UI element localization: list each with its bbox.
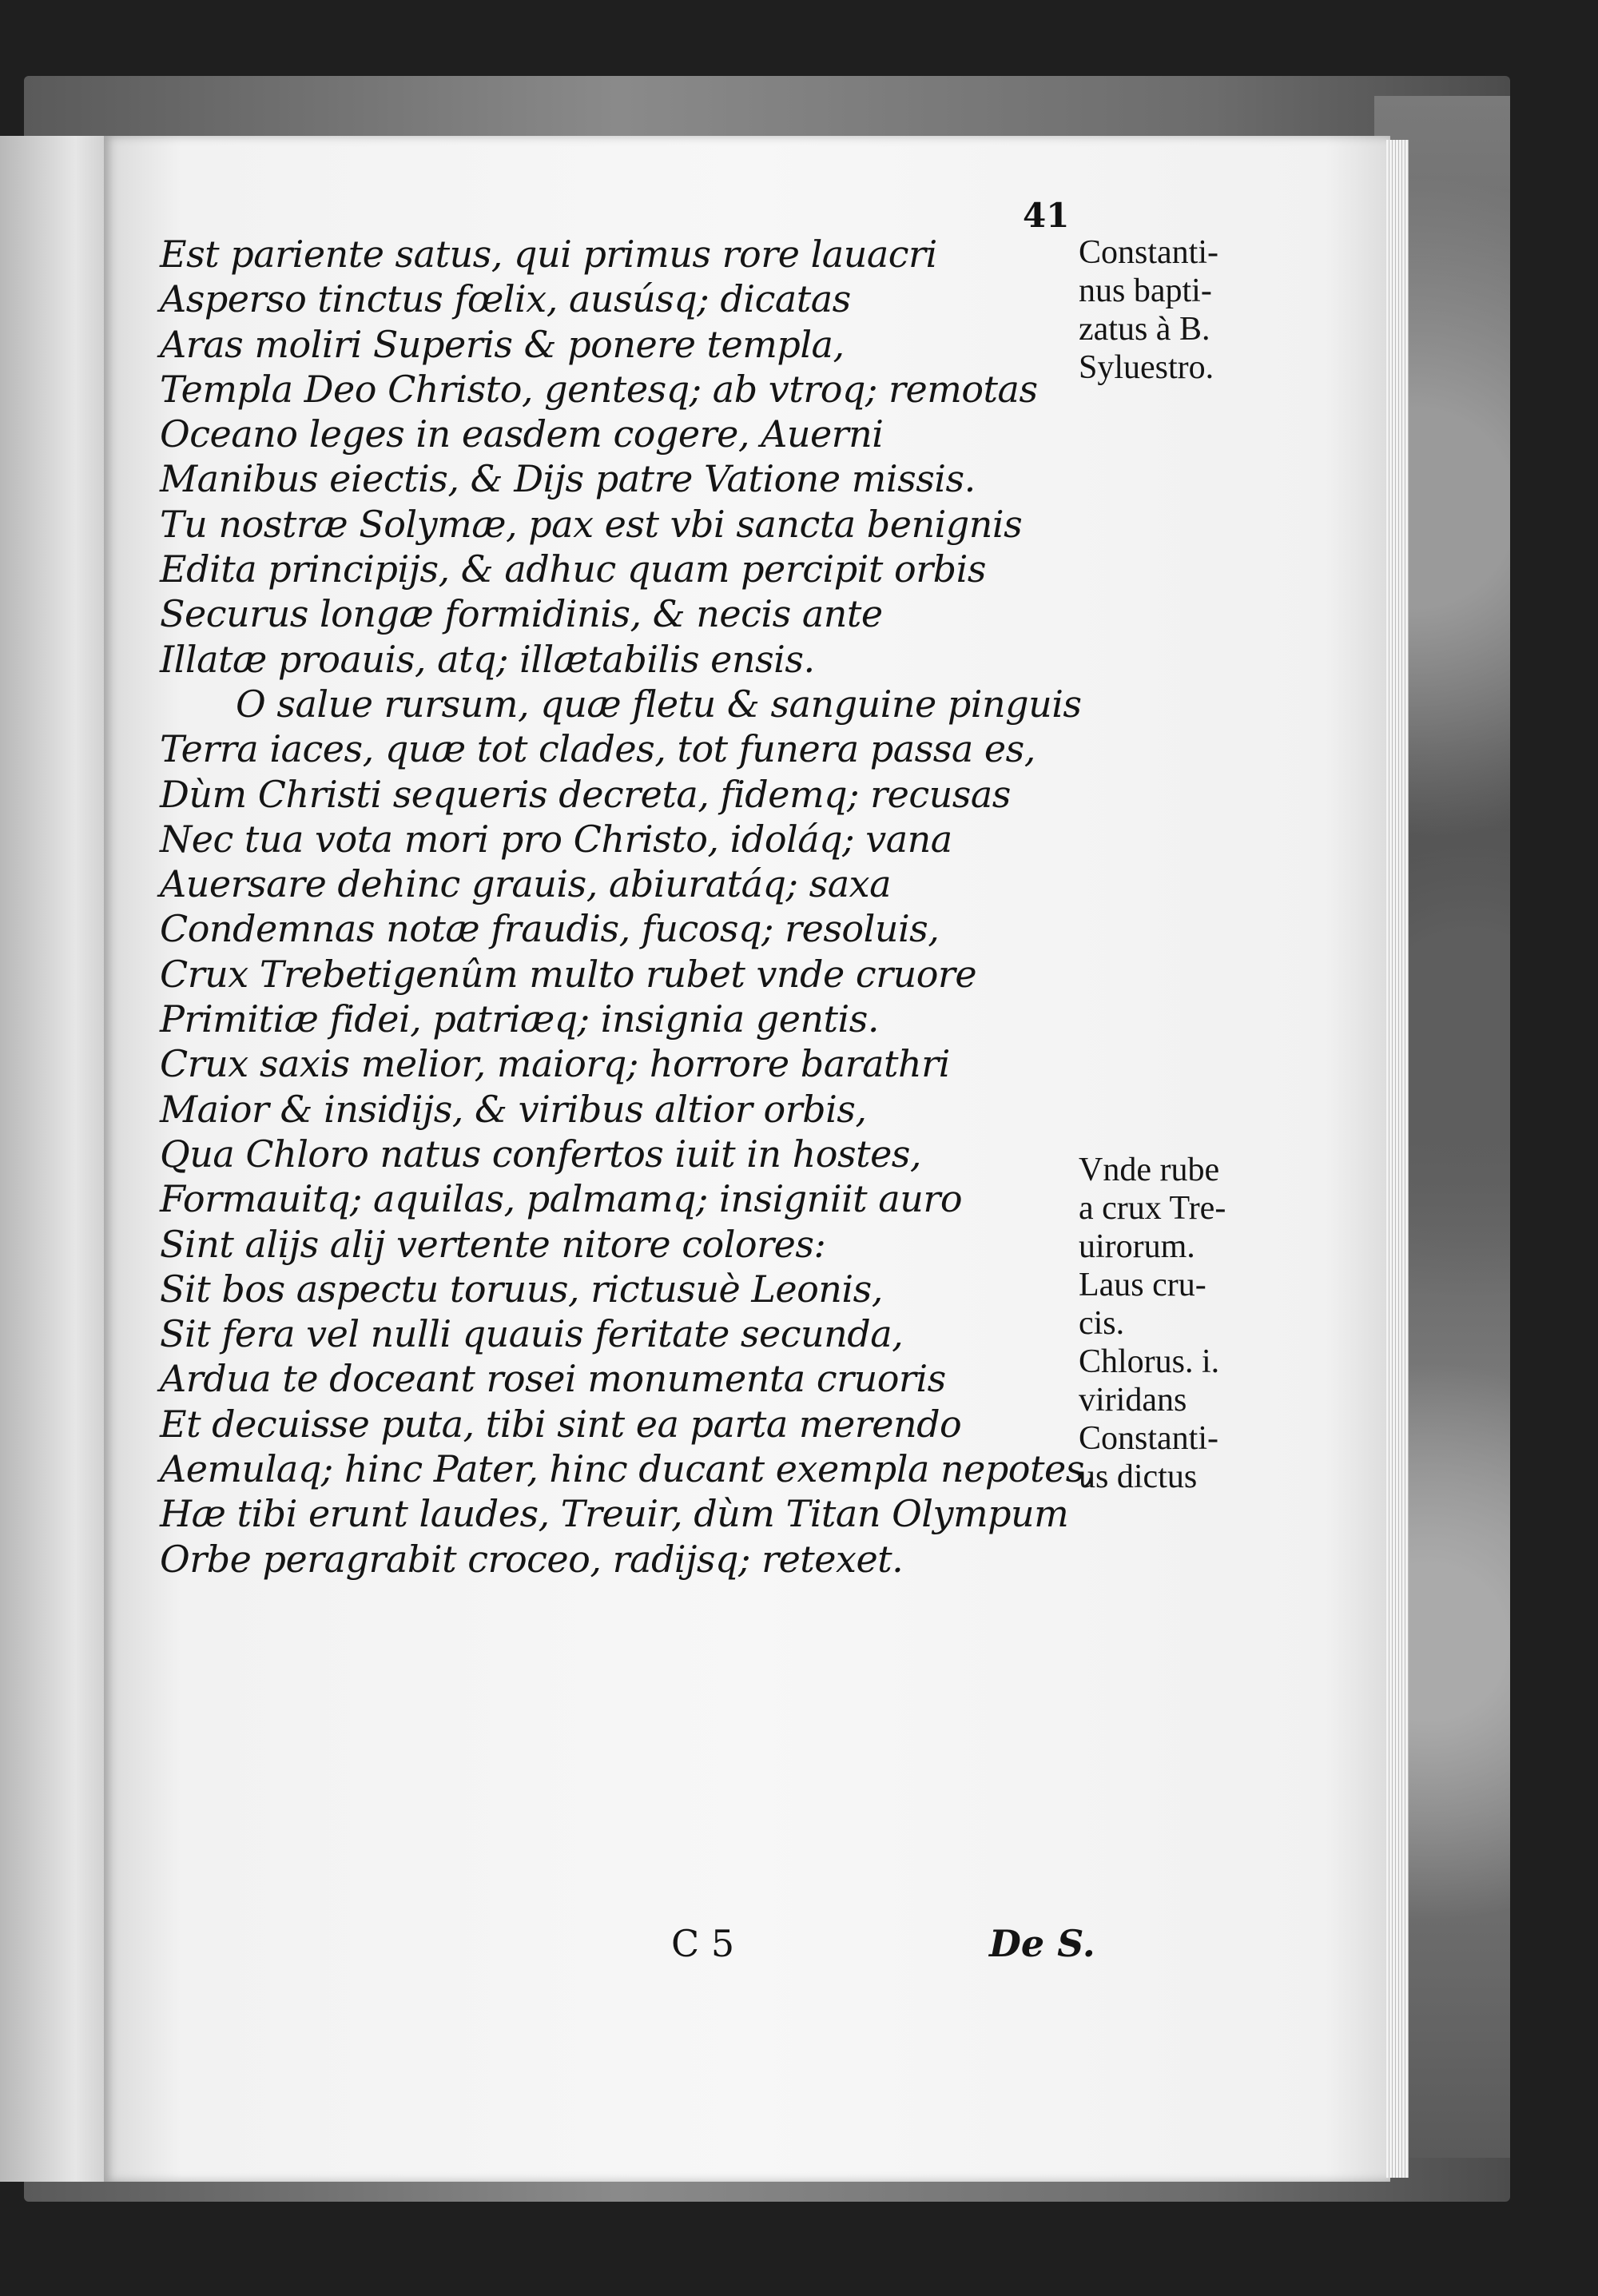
margin-note-line: cis. <box>1079 1305 1125 1342</box>
verse-line: Tu nostræ Solymæ, pax est vbi sancta benignis <box>160 502 1023 546</box>
verse-line: Illatæ proauis, atq; illætabilis ensis. <box>160 637 815 681</box>
margin-note-line: Constanti- <box>1079 1420 1218 1457</box>
verse-line: Asperso tinctus fœlix, ausúsq; dicatas <box>160 277 851 321</box>
margin-note-line: Chlorus. i. <box>1079 1343 1220 1380</box>
margin-note-constantinus <box>1079 233 1286 387</box>
verse-line: Terra iaces, quæ tot clades, tot funera passa es, <box>160 727 1036 771</box>
verse-line: Primitiæ fidei, patriæq; insignia gentis. <box>160 997 879 1041</box>
page-number: 41 <box>1023 196 1070 235</box>
margin-note-crux <box>1079 1151 1286 1496</box>
verse-line: Crux saxis melior, maiorq; horrore barathri <box>160 1042 950 1086</box>
verse-line: Aemulaq; hinc Pater, hinc ducant exempla nepotes, <box>160 1447 1095 1491</box>
catchword: De S. <box>989 1922 1095 1965</box>
verse-line: Edita principijs, & adhuc quam percipit orbis <box>160 547 986 591</box>
verse-text <box>160 232 1095 1582</box>
verse-line: Crux Trebetigenûm multo rubet vnde cruore <box>160 952 977 996</box>
margin-note-line: Syluestro. <box>1079 349 1214 386</box>
verse-line: Orbe peragrabit croceo, radijsq; retexet. <box>160 1537 904 1581</box>
signature-mark: C 5 <box>671 1922 735 1965</box>
margin-note-line: a crux Tre- <box>1079 1190 1226 1227</box>
verse-line: Formauitq; aquilas, palmamq; insigniit auro <box>160 1177 963 1221</box>
verse-line: Securus longæ formidinis, & necis ante <box>160 592 883 636</box>
verse-line: Est pariente satus, qui primus rore lauacri <box>160 233 937 276</box>
page-edges <box>1386 140 1409 2178</box>
verse-line: Ardua te doceant rosei monumenta cruoris <box>160 1357 946 1401</box>
margin-note-line: nus bapti- <box>1079 273 1212 309</box>
verse-line: Templa Deo Christo, gentesq; ab vtroq; remotas <box>160 367 1038 411</box>
verse-line: Sint alijs alij vertente nitore colores: <box>160 1222 826 1266</box>
margin-note-line: uirorum. <box>1079 1228 1195 1265</box>
verse-line: Dùm Christi sequeris decreta, fidemq; recusas <box>160 772 1011 816</box>
verse-line: Qua Chloro natus confertos iuit in hostes, <box>160 1132 922 1176</box>
margin-note-line: us dictus <box>1079 1458 1198 1495</box>
verse-line: Aras moliri Superis & ponere templa, <box>160 322 845 366</box>
verse-line: Sit bos aspectu toruus, rictusuè Leonis, <box>160 1267 883 1311</box>
verse-line: Nec tua vota mori pro Christo, idoláq; vana <box>160 817 952 861</box>
verse-line: Manibus eiectis, & Dijs patre Vatione missis. <box>160 457 976 501</box>
verse-line: Maior & insidijs, & viribus altior orbis, <box>160 1087 867 1131</box>
margin-note-line: zatus à B. <box>1079 311 1210 348</box>
verse-line: Et decuisse puta, tibi sint ea parta merendo <box>160 1402 962 1446</box>
verse-line: O salue rursum, quæ fletu & sanguine pinguis <box>236 682 1082 726</box>
verse-line: Condemnas notæ fraudis, fucosq; resoluis, <box>160 907 940 951</box>
margin-note-line: Vnde rube <box>1079 1152 1220 1188</box>
verse-line: Sit fera vel nulli quauis feritate secunda, <box>160 1312 904 1356</box>
margin-note-line: viridans <box>1079 1382 1187 1419</box>
verse-line: Auersare dehinc grauis, abiuratáq; saxa <box>160 862 891 906</box>
margin-note-line: Laus cru- <box>1079 1267 1206 1303</box>
margin-note-line: Constanti- <box>1079 234 1218 271</box>
verse-line: Oceano leges in easdem cogere, Auerni <box>160 412 884 456</box>
verse-line: Hæ tibi erunt laudes, Treuir, dùm Titan Olympum <box>160 1492 1069 1536</box>
previous-page-edge <box>0 136 108 2182</box>
